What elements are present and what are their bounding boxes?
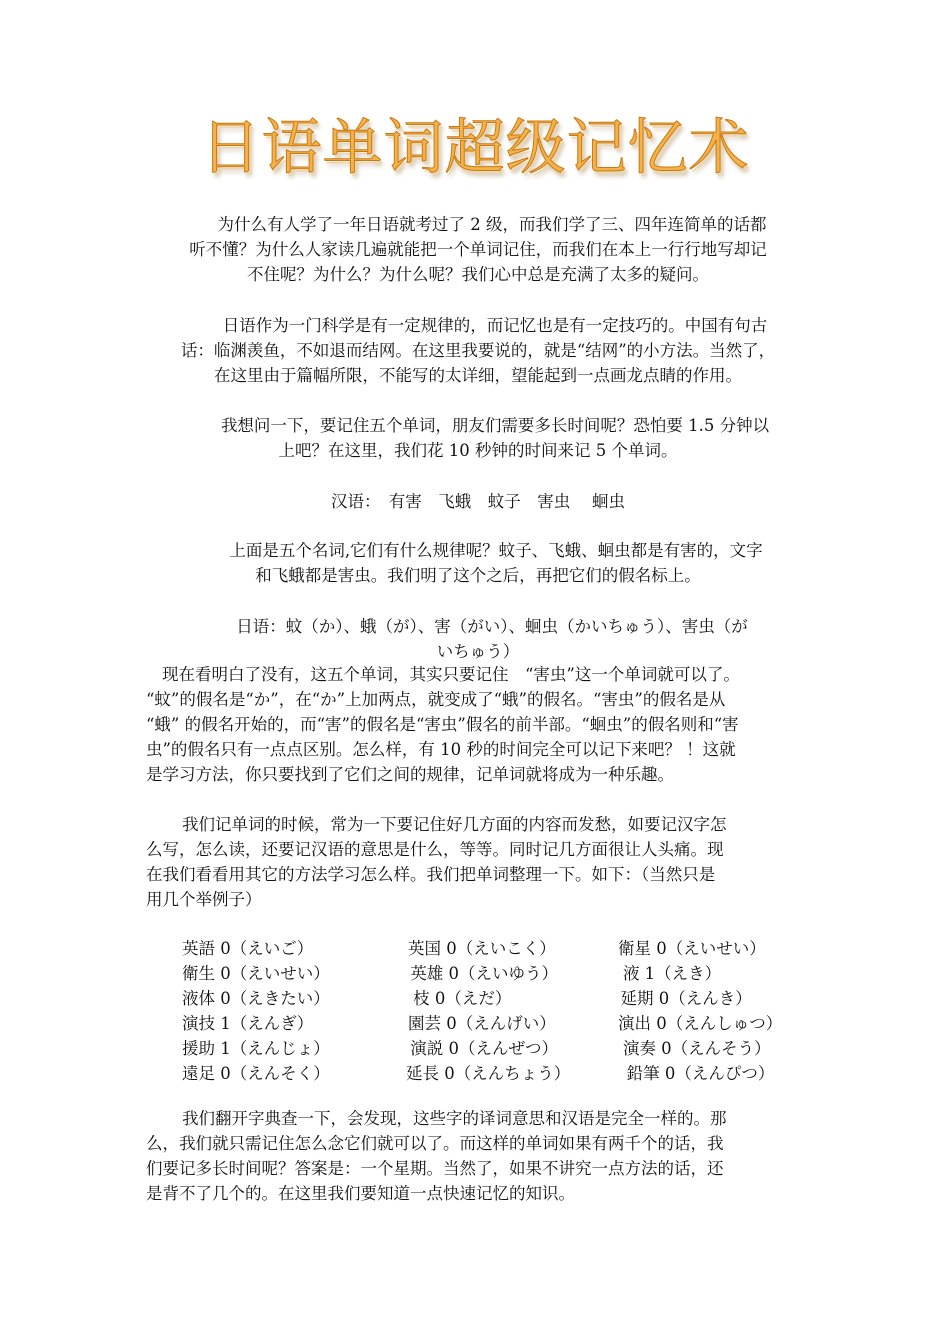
vocabulary-cell: 鉛筆 0（えんぴつ）	[626, 1064, 775, 1083]
vocabulary-cell: 延期 0（えんき）	[620, 989, 752, 1008]
paragraph-explanation	[146, 662, 810, 787]
vocabulary-cell: 英国 0（えいこく）	[408, 939, 556, 958]
vocabulary-cell: 遠足 0（えんそく）	[182, 1064, 330, 1083]
vocabulary-row	[182, 961, 812, 986]
paragraph-dictionary	[146, 1106, 810, 1206]
vocabulary-cell: 枝 0（えだ）	[413, 989, 512, 1008]
vocabulary-row	[182, 1061, 812, 1086]
vocabulary-table	[182, 936, 812, 1086]
text-line: 在我们看看用其它的方法学习怎么样。我们把单词整理一下。如下：（当然只是	[146, 865, 716, 884]
text-line: “蛾” 的假名开始的，而“害”的假名是“害虫”假名的前半部。“蛔虫”的假名则和“害	[146, 715, 739, 734]
japanese-word-list	[146, 614, 810, 664]
vocabulary-row	[182, 1011, 812, 1036]
vocabulary-cell: 液体 0（えきたい）	[182, 989, 330, 1008]
vocabulary-cell: 援助 1（えんじょ）	[182, 1039, 330, 1058]
text-line: “蚊”的假名是“か”，在“か”上加两点，就变成了“蛾”的假名。“害虫”的假名是从	[146, 690, 726, 709]
text-line: 现在看明白了没有，这五个单词，其实只要记住 “害虫”这一个单词就可以了。	[162, 665, 740, 684]
paragraph-memorization	[146, 812, 810, 912]
text-line: 在这里由于篇幅所限，不能写的太详细，望能起到一点画龙点睛的作用。	[214, 366, 742, 385]
text-line: 上面是五个名词,它们有什么规律呢？蚊子、飞蛾、蛔虫都是有害的，文字	[229, 541, 763, 560]
text-line: 用几个举例子）	[146, 890, 262, 909]
text-line: 么写，怎么读，还要记汉语的意思是什么，等等。同时记几方面很让人头痛。现	[146, 840, 724, 859]
vocabulary-row	[182, 936, 812, 961]
text-line: 上吧？在这里，我们花 10 秒钟的时间来记 5 个单词。	[278, 441, 678, 460]
text-line: 我们翻开字典查一下，会发现，这些字的译词意思和汉语是完全一样的。那	[182, 1109, 727, 1128]
text-line: いちゅう）	[436, 642, 520, 661]
text-line: 日语作为一门科学是有一定规律的，而记忆也是有一定技巧的。中国有句古	[222, 316, 768, 335]
text-line: 汉语： 有害 飞蛾 蚊子 害虫 蛔虫	[331, 492, 625, 511]
paragraph-question	[146, 413, 810, 463]
vocabulary-row	[182, 1036, 812, 1061]
vocabulary-cell: 衛生 0（えいせい）	[182, 964, 330, 983]
text-line: 么，我们就只需记住怎么念它们就可以了。而这样的单词如果有两千个的话，我	[146, 1134, 724, 1153]
document-title: 日语单词超级记忆术	[200, 113, 750, 183]
vocabulary-cell: 衛星 0（えいせい）	[618, 939, 766, 958]
text-line: 是学习方法，你只要找到了它们之间的规律，记单词就将成为一种乐趣。	[146, 765, 674, 784]
text-line: 和飞蛾都是害虫。我们明了这个之后，再把它们的假名标上。	[255, 566, 701, 585]
vocabulary-cell: 演出 0（えんしゅつ）	[618, 1014, 783, 1033]
text-line: 们要记多长时间呢？答案是：一个星期。当然了，如果不讲究一点方法的话，还	[146, 1159, 724, 1178]
vocabulary-row	[182, 986, 812, 1011]
text-line: 是背不了几个的。在这里我们要知道一点快速记忆的知识。	[146, 1184, 575, 1203]
vocabulary-cell: 延長 0（えんちょう）	[405, 1064, 571, 1083]
paragraph-pattern	[146, 538, 810, 588]
vocabulary-cell: 英雄 0（えいゆう）	[410, 964, 559, 983]
text-line: 话：临渊羡鱼，不如退而结网。在这里我要说的，就是“结网”的小方法。当然了，	[180, 341, 776, 360]
text-line: 我想问一下，要记住五个单词，朋友们需要多长时间呢？恐怕要 1.5 分钟以	[220, 416, 770, 435]
text-line: 日语：蚊（か）、蛾（が）、害（がい）、蛔虫（かいちゅう）、害虫（が	[236, 617, 748, 636]
text-line: 听不懂？为什么人家读几遍就能把一个单词记住，而我们在本上一行行地写却记	[189, 240, 767, 259]
vocabulary-cell: 演説 0（えんぜつ）	[410, 1039, 559, 1058]
paragraph-method-intro	[146, 313, 810, 388]
vocabulary-cell: 英語 0（えいご）	[182, 939, 314, 958]
vocabulary-cell: 演奏 0（えんそう）	[622, 1039, 771, 1058]
text-line: 为什么有人学了一年日语就考过了 2 级，而我们学了三、四年连简单的话都	[217, 215, 767, 234]
vocabulary-cell: 液 1（えき）	[622, 964, 722, 983]
chinese-word-list	[146, 489, 810, 514]
vocabulary-cell: 演技 1（えんぎ）	[182, 1014, 314, 1033]
text-line: 不住呢？为什么？为什么呢？我们心中总是充满了太多的疑问。	[247, 265, 709, 284]
vocabulary-cell: 園芸 0（えんげい）	[408, 1014, 556, 1033]
text-line: 我们记单词的时候，常为一下要记住好几方面的内容而发愁，如要记汉字怎	[182, 815, 727, 834]
paragraph-intro-questions	[146, 212, 810, 287]
text-line: 虫”的假名只有一点点区别。怎么样，有 10 秒的时间完全可以记下来吧？ ！这就	[146, 740, 736, 759]
